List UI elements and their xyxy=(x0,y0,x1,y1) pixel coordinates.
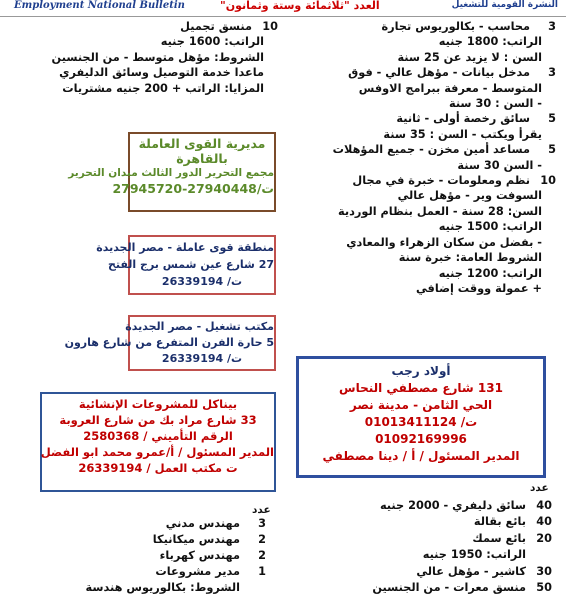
job-count: 30 xyxy=(536,564,552,578)
right-job-list xyxy=(288,19,556,296)
box-title: أولاد رجب xyxy=(391,364,451,378)
box-line: المدير المسئول / أ/عمرو محمد ابو الفضل xyxy=(40,445,274,459)
job-line: الراتب: 1200 جنيه xyxy=(438,266,542,280)
job-count: 2 xyxy=(258,549,266,562)
job-title: مهندس مدني xyxy=(165,517,240,530)
job-count: 1 xyxy=(258,565,266,578)
box-phone: ت مكتب العمل / 26339194 xyxy=(78,461,238,475)
box-line: الحي الثامن - مدينة نصر xyxy=(349,398,493,412)
list-item xyxy=(292,564,552,580)
job-line: مدخل بيانات - مؤهل عالي - فوق xyxy=(348,66,530,80)
job-title: بائع سمك xyxy=(472,531,526,545)
job-line: - بفضل من سكان الزهراء والمعادي xyxy=(346,235,542,249)
job-line: الراتب: 1500 جنيه xyxy=(438,220,542,234)
job-entry-it-systems xyxy=(288,173,556,296)
box-phone: ت/ 01013411124 xyxy=(364,415,478,429)
job-line: + عمولة ووقت إضافي xyxy=(416,281,542,295)
job-line: الشروط: مؤهل متوسط - من الجنسين xyxy=(51,50,264,64)
job-count: 50 xyxy=(536,581,552,595)
job-line: الراتب: 1800 جنيه xyxy=(438,35,542,49)
job-title: الشروط: بكالوريوس هندسة xyxy=(85,581,240,594)
box-line: 27 شارع عين شمس برج الفتح xyxy=(107,258,274,271)
job-count: 5 xyxy=(548,112,556,126)
workforce-area-box xyxy=(96,235,276,295)
job-title: كاشير - مؤهل عالي xyxy=(416,564,526,578)
box-line: منطقة قوى عاملة - مصر الجديدة xyxy=(96,241,274,254)
box-line: بالقاهرة xyxy=(176,151,228,166)
job-count: 3 xyxy=(548,20,556,33)
bulletin-english-title: Employment National Bulletin xyxy=(14,0,185,11)
box-line: مكتب تشغيل - مصر الجديدة xyxy=(125,320,274,333)
job-line: منسق تجميل xyxy=(180,20,252,33)
awlad-ragab-box xyxy=(296,356,546,478)
box-line: المدير المسئول / أ / دينا مصطفي xyxy=(322,449,520,463)
list-item xyxy=(16,532,266,548)
bulletin-arabic-title: النشرة القومية للتشغيل xyxy=(451,0,558,10)
box-line: 5 حارة الفرن المتفرع من شارع هارون xyxy=(64,336,274,349)
job-entry-driver xyxy=(288,111,556,142)
list-item xyxy=(16,564,266,580)
job-title: مهندس ميكانيكا xyxy=(152,533,240,546)
job-count: 20 xyxy=(536,531,552,545)
job-count: 3 xyxy=(548,66,556,80)
engineering-jobs-list xyxy=(16,516,266,596)
job-count: 10 xyxy=(262,20,278,33)
job-line: مساعد أمين مخزن - جميع المؤهلات xyxy=(332,143,530,157)
job-count: 5 xyxy=(548,143,556,157)
job-title: منسق معرات - من الجنسين xyxy=(372,581,526,595)
job-line: المزايا: الراتب + 200 جنيه مشتريات xyxy=(62,81,264,95)
box-line: مجمع التحرير الدور الثالث ميدان التحرير xyxy=(68,167,274,179)
job-line: يقرأ ويكتب - السن : 35 سنة xyxy=(383,127,542,141)
job-count: 2 xyxy=(258,533,266,546)
job-entry-accountant xyxy=(288,19,556,65)
box-line: مديرية القوى العاملة xyxy=(138,136,266,151)
box-line: 33 شارع مراد بك من شارع العروبة xyxy=(59,413,257,427)
job-line: سائق رخصة أولى - ثانية xyxy=(396,112,530,126)
box-line: بيناكل للمشروعات الإنشائية xyxy=(78,397,238,411)
count-label-right: عدد xyxy=(530,482,549,494)
job-title: الراتب: 1950 جنيه xyxy=(422,548,526,562)
box-phone: 01092169996 xyxy=(375,432,467,446)
job-entry-storekeeper xyxy=(288,142,556,173)
job-title: سائق دليفري - 2000 جنيه xyxy=(379,499,526,512)
list-item xyxy=(292,514,552,530)
list-item xyxy=(292,531,552,547)
list-item xyxy=(292,547,552,563)
directorate-box xyxy=(68,132,276,212)
job-line: المتوسط - معرفة ببرامج الاوفس xyxy=(358,81,542,95)
box-phone: ت/27940448-27945720 xyxy=(112,181,274,196)
job-title: مهندس كهرباء xyxy=(159,549,240,562)
job-entry-data-entry xyxy=(288,65,556,111)
retail-jobs-list xyxy=(292,498,552,596)
job-entry-beauty-coordinator xyxy=(12,19,278,96)
list-item xyxy=(16,516,266,532)
list-item xyxy=(292,580,552,596)
left-job-list xyxy=(12,19,278,96)
job-line: السن: 28 سنة - العمل بنظام الوردية xyxy=(337,204,542,218)
job-line: الراتب: 1600 جنيه xyxy=(160,35,264,49)
job-line: الشروط العامة: خبرة سنة xyxy=(398,251,542,265)
list-item xyxy=(16,548,266,564)
job-count: 40 xyxy=(536,499,552,512)
job-line: ماعدا خدمة التوصيل وسائق الدليفري xyxy=(59,66,264,80)
job-count: 10 xyxy=(540,174,556,188)
list-item xyxy=(16,580,266,596)
employment-office-box xyxy=(64,315,276,371)
page-header xyxy=(0,0,566,17)
box-line: 131 شارع مصطفي النحاس xyxy=(339,381,503,395)
job-line: محاسب - بكالوريوس تجارة xyxy=(381,20,530,33)
job-count: 3 xyxy=(258,517,266,530)
list-item xyxy=(292,498,552,514)
count-label-left: عدد xyxy=(252,504,271,516)
job-count: 40 xyxy=(536,515,552,529)
job-line: السن : لا يزيد عن 25 سنة xyxy=(397,50,542,64)
construction-company-box xyxy=(40,392,276,492)
box-line: الرقم التأميني / 2580368 xyxy=(83,429,233,443)
box-phone: ت/ 26339194 xyxy=(161,352,243,365)
job-line: نظم ومعلومات - خبرة في مجال xyxy=(352,174,530,188)
job-line: السوفت وير - مؤهل عالي xyxy=(397,189,542,203)
job-line: - السن 30 سنة xyxy=(457,158,542,172)
issue-number: العدد "ثلاثمائة وستة وثمانون" xyxy=(220,0,380,12)
job-title: مدير مشروعات xyxy=(155,565,240,578)
job-title: بائع بقالة xyxy=(473,515,526,529)
job-line: - السن : 30 سنة xyxy=(448,97,542,111)
box-phone: ت/ 26339194 xyxy=(161,275,243,288)
